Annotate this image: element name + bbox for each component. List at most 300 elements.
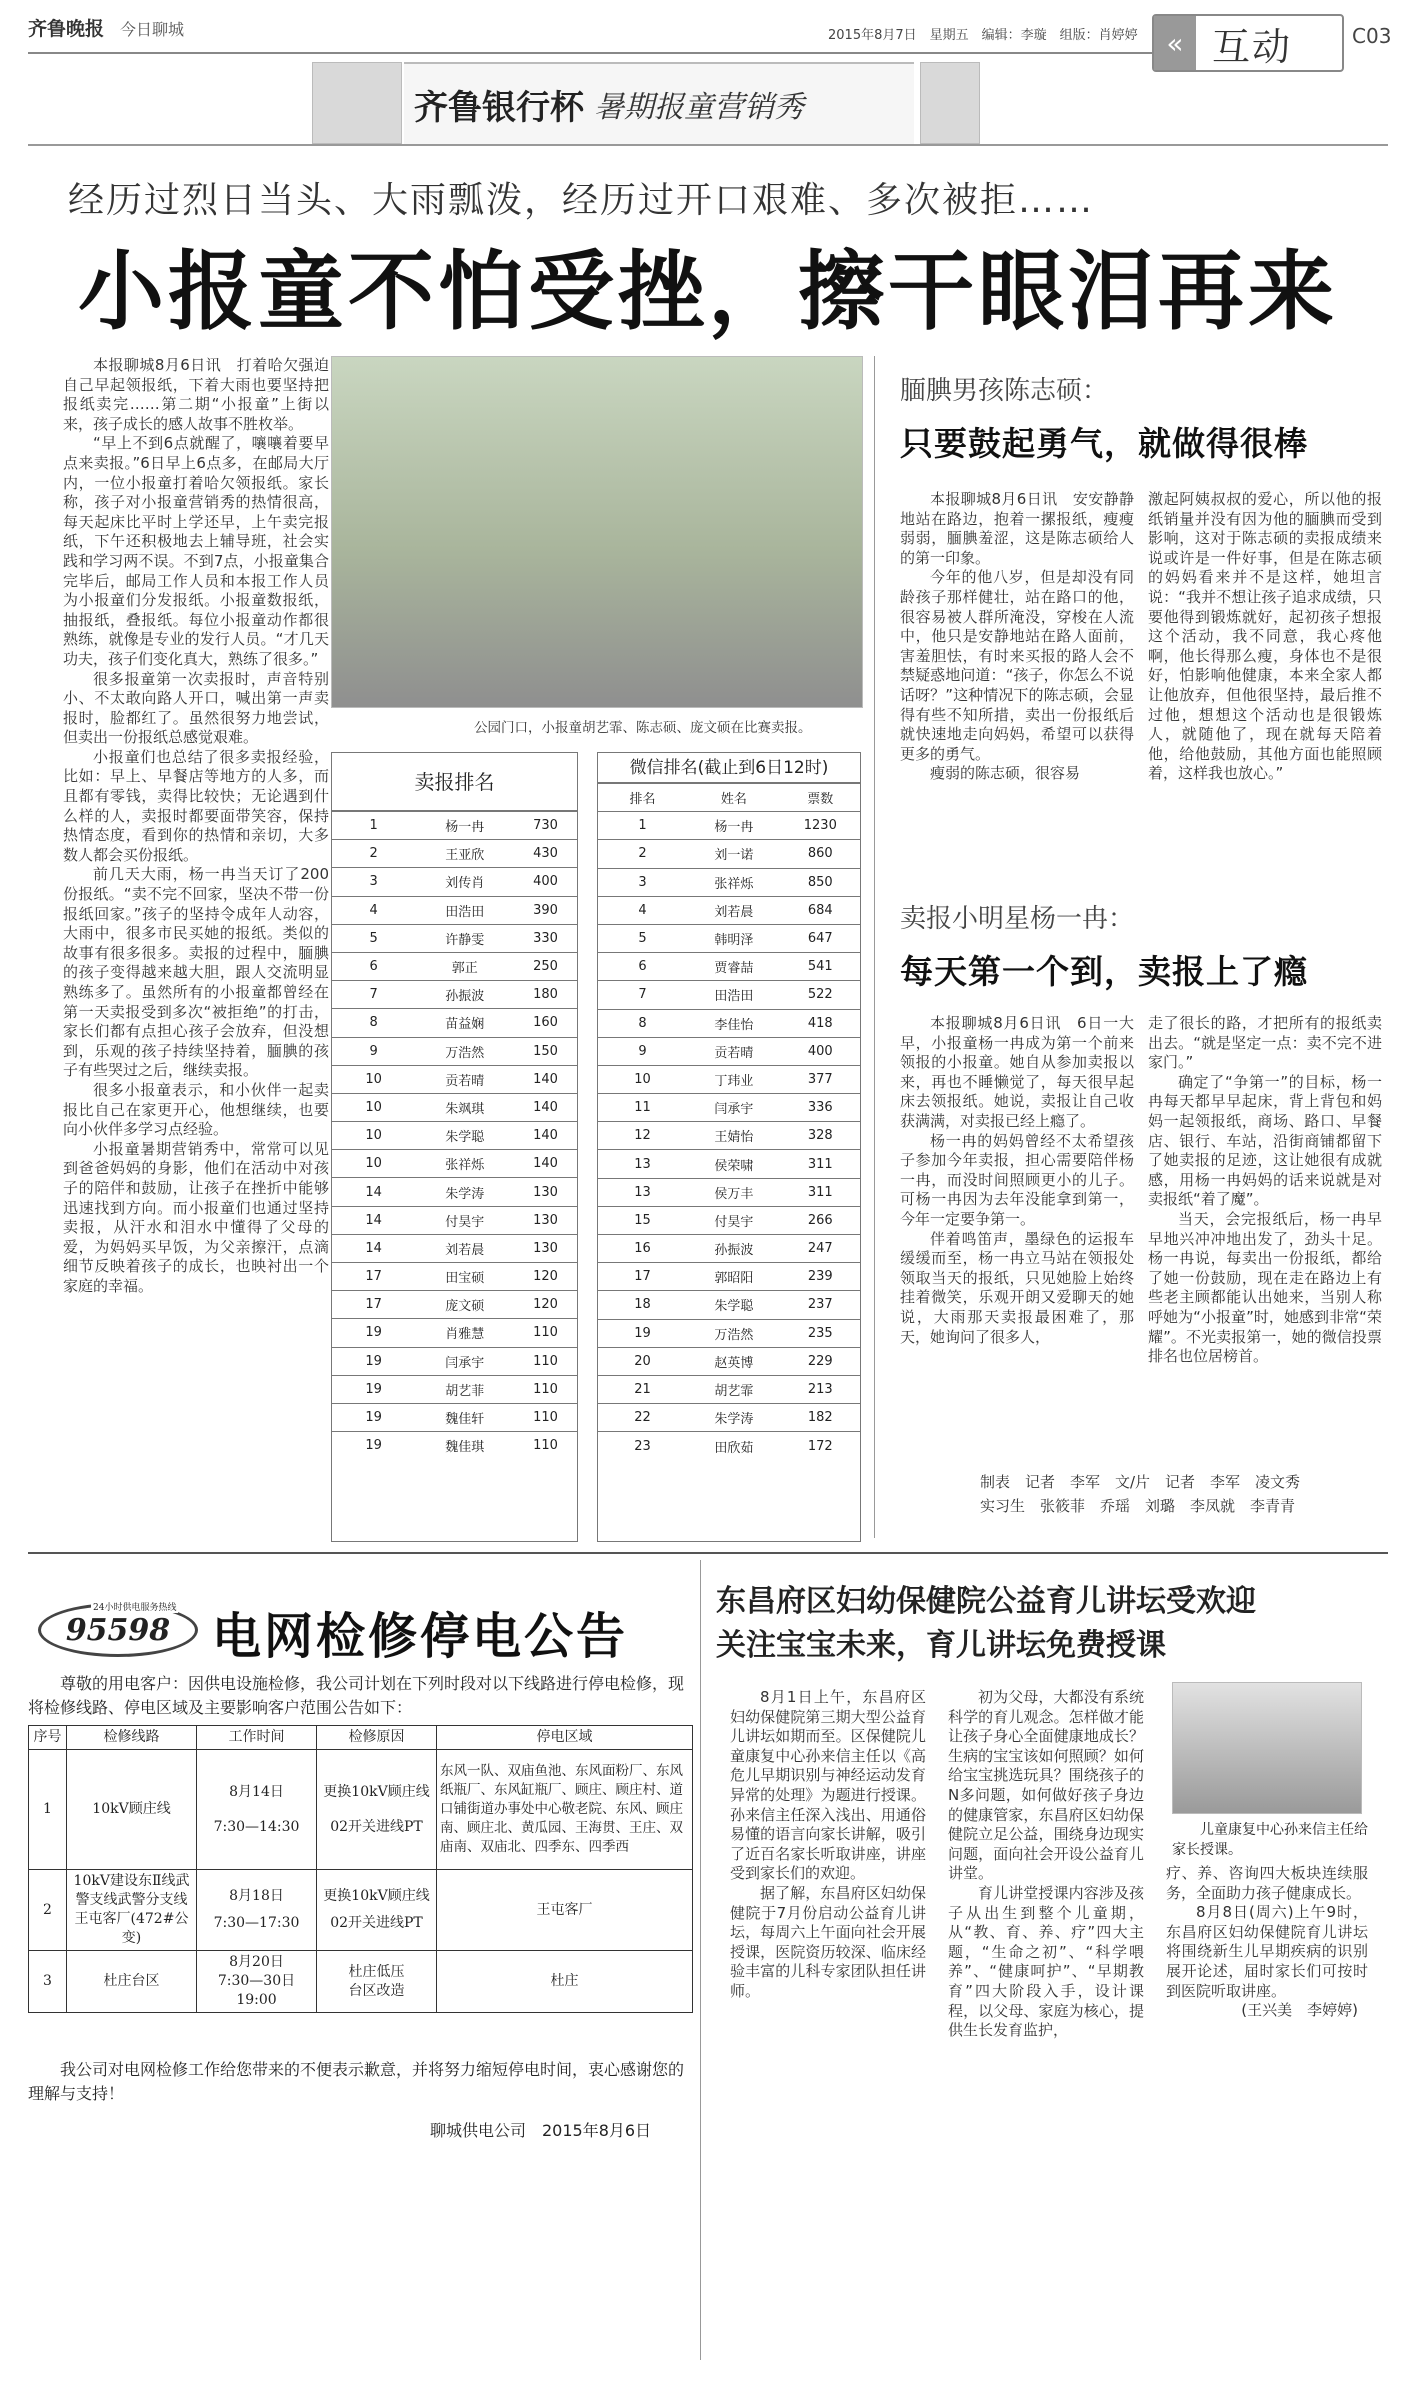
masthead-left xyxy=(28,14,184,41)
lead-paragraph: 小报童暑期营销秀中，常常可以见到爸爸妈妈的身影，他们在活动中对孩子的陪伴和鼓励，让孩子在挫折中能够迅速找到方向。而小报童们也通过坚持卖报，从汗水和泪水中懂得了父母的爱，为妈妈买早饭，为父亲擦汗，点滴细节反映着孩子的成长，也映衬出一个家庭的幸福。 xyxy=(63,1139,329,1295)
sales-rank: 5 xyxy=(332,924,415,952)
lead-paragraph: 前几天大雨，杨一冉当天订了200份报纸。“卖不完不回家，坚决不带一份报纸回家。”孩子的坚持令成年人动容，大雨中，很多市民买她的报纸。类似的故事有很多很多。卖报的过程中，腼腆的孩子变得越来越大胆，跟人交流明显熟练多了。虽然所有的小报童都曾经在第一天卖报受到多次“被拒绝”的打击，家长们都有点担心孩子会放弃，但没想到，乐观的孩子持续坚持着，腼腆的孩子有些哭过之后，继续卖报。 xyxy=(63,865,329,1080)
sales-name: 万浩然 xyxy=(415,1037,514,1065)
section-name: 互动 xyxy=(1212,24,1293,69)
wechat-value: 239 xyxy=(781,1263,860,1291)
outage-time xyxy=(197,1870,317,1951)
chen-headline: 只要鼓起勇气，就做得很棒 xyxy=(900,424,1308,463)
wechat-value: 229 xyxy=(781,1347,860,1375)
sales-value: 400 xyxy=(514,868,577,896)
yang-subhead: 卖报小明星杨一冉： xyxy=(900,904,1135,934)
wechat-value: 541 xyxy=(781,953,860,981)
wechat-rank: 2 xyxy=(598,840,687,868)
hospital-body-col3 xyxy=(1166,1864,1368,2021)
wechat-value: 311 xyxy=(781,1150,860,1178)
lead-kicker: 经历过烈日当头、大雨瓢泼，经历过开口艰难、多次被拒…… xyxy=(68,180,1095,221)
chen-subhead: 腼腆男孩陈志硕： xyxy=(900,376,1109,406)
sales-rank: 19 xyxy=(332,1319,415,1347)
outage-line: 10kV顾庄线 xyxy=(67,1750,197,1870)
hospital-body-col1 xyxy=(730,1688,926,2108)
sales-name: 田浩田 xyxy=(415,896,514,924)
sales-rank: 2 xyxy=(332,840,415,868)
wechat-name: 韩明泽 xyxy=(687,924,781,952)
hospital-byline: (王兴美 李婷婷) xyxy=(1241,2001,1358,2020)
outage-col-time: 工作时间 xyxy=(197,1726,317,1750)
sales-row xyxy=(332,1093,577,1121)
sales-row xyxy=(332,924,577,952)
sales-name: 朱学聪 xyxy=(415,1122,514,1150)
wechat-value: 237 xyxy=(781,1291,860,1319)
wechat-value: 247 xyxy=(781,1235,860,1263)
chen-paragraph: 瘦弱的陈志硕，很容易 xyxy=(930,764,1081,783)
sales-rank: 14 xyxy=(332,1234,415,1262)
wechat-rank: 5 xyxy=(598,924,687,952)
sales-value: 130 xyxy=(514,1206,577,1234)
sales-value: 110 xyxy=(514,1347,577,1375)
sales-value: 330 xyxy=(514,924,577,952)
wechat-rank: 15 xyxy=(598,1206,687,1234)
sales-name: 苗益娴 xyxy=(415,1009,514,1037)
sales-value: 160 xyxy=(514,1009,577,1037)
wechat-col-rank: 排名 xyxy=(598,784,687,812)
outage-line: 杜庄台区 xyxy=(67,1951,197,2013)
wechat-rank: 19 xyxy=(598,1319,687,1347)
sales-name: 田宝硕 xyxy=(415,1263,514,1291)
wechat-value: 213 xyxy=(781,1375,860,1403)
wechat-value: 418 xyxy=(781,1009,860,1037)
lower-section-rule xyxy=(28,1552,1388,1554)
outage-reason-2: 02开关进线PT xyxy=(330,1915,423,1931)
outage-row xyxy=(29,1750,693,1870)
outage-signature: 聊城供电公司 2015年8月6日 xyxy=(430,2121,652,2140)
chen-paragraph: 本报聊城8月6日讯 安安静静地站在路边，抱着一摞报纸，瘦瘦弱弱，腼腆羞涩，这是陈志硕给人的第一印象。 xyxy=(900,490,1134,567)
sales-row xyxy=(332,1347,577,1375)
wechat-rank: 4 xyxy=(598,896,687,924)
banner-rule xyxy=(28,144,1388,146)
sales-row xyxy=(332,840,577,868)
lead-paragraph: “早上不到6点就醒了，嚷嚷着要早点来卖报。”6日早上6点多，在邮局大厅内，一位小报童打着哈欠领报纸。家长称，孩子对小报童营销秀的热情很高，每天起床比平时上学还早，上午卖完报纸，下午还积极地去上辅导班，社会实践和学习两不误。不到7点，小报童集合完毕后，邮局工作人员和本报工作人员为小报童们分发报纸。小报童数报纸，抽报纸，叠报纸。每位小报童动作都很熟练，就像是专业的发行人员。“才几天功夫，孩子们变化真大，熟练了很多。” xyxy=(63,434,329,668)
sales-rank: 17 xyxy=(332,1291,415,1319)
sales-row xyxy=(332,952,577,980)
banner-title: 齐鲁银行杯 xyxy=(414,87,584,128)
sales-value: 430 xyxy=(514,840,577,868)
hotline-number: 95598 xyxy=(65,1612,171,1648)
sales-name: 许静雯 xyxy=(415,924,514,952)
sales-rank: 9 xyxy=(332,1037,415,1065)
outage-reason-1: 更换10kV顾庄线 xyxy=(323,1888,430,1904)
yang-paragraph: 当天，会完报纸后，杨一冉早早地兴冲冲地出发了，劲头十足。杨一冉说，每卖出一份报纸，都给了她一份鼓励，现在走在路边上有些老主顾都能认出她来，当别人称呼她为“小报童”时，她感到非常“荣耀”。不光卖报第一，她的微信投票排名也位居榜首。 xyxy=(1148,1209,1382,1366)
sales-name: 肖雅慧 xyxy=(415,1319,514,1347)
chen-body-col2 xyxy=(1148,490,1382,910)
lead-paragraph: 小报童们也总结了很多卖报经验，比如：早上、早餐店等地方的人多，而且都有零钱，卖得比较快；无论遇到什么样的人，卖报时都要面带笑容，保持热情态度，看到你的热情和亲切，大多数人都会买份报纸。 xyxy=(63,747,329,864)
sales-name: 郭正 xyxy=(415,952,514,980)
outage-time xyxy=(197,1951,317,2013)
hotline-note: 24小时供电服务热线 xyxy=(91,1600,178,1613)
wechat-row xyxy=(598,953,860,981)
wechat-rank: 6 xyxy=(598,953,687,981)
wechat-rank-grid xyxy=(598,783,860,1460)
wechat-rank-title: 微信排名(截止到6日12时) xyxy=(598,753,860,783)
sales-name: 闫承宇 xyxy=(415,1347,514,1375)
hotline-logo xyxy=(38,1603,198,1657)
wechat-name: 刘一诺 xyxy=(687,840,781,868)
sales-row xyxy=(332,868,577,896)
sales-name: 庞文硕 xyxy=(415,1291,514,1319)
wechat-rank: 9 xyxy=(598,1037,687,1065)
sales-rank: 3 xyxy=(332,868,415,896)
wechat-value: 377 xyxy=(781,1065,860,1093)
sales-row xyxy=(332,1178,577,1206)
wechat-row xyxy=(598,812,860,840)
wechat-value: 684 xyxy=(781,896,860,924)
sales-row xyxy=(332,1206,577,1234)
hospital-body-col2 xyxy=(948,1688,1144,2108)
outage-row xyxy=(29,1951,693,2013)
sales-value: 140 xyxy=(514,1150,577,1178)
wechat-row xyxy=(598,868,860,896)
wechat-name: 付昊宇 xyxy=(687,1206,781,1234)
wechat-name: 朱学聪 xyxy=(687,1291,781,1319)
outage-time xyxy=(197,1750,317,1870)
yang-paragraph: 确定了“争第一”的目标，杨一冉每天都早早起床，背上背包和妈妈一起领报纸，商场、路口、早餐店、银行、车站，沿街商铺都留下了她卖报的足迹，这让她很有成就感，用杨一冉妈妈的话来说就是对卖报纸“着了魔”。 xyxy=(1148,1072,1382,1209)
wechat-rank: 1 xyxy=(598,812,687,840)
wechat-row xyxy=(598,1263,860,1291)
outage-reason-1: 更换10kV顾庄线 xyxy=(323,1783,430,1800)
sales-row xyxy=(332,1291,577,1319)
wechat-name: 孙振波 xyxy=(687,1235,781,1263)
outage-reason-1: 杜庄低压 xyxy=(348,1963,405,1980)
sales-rank: 1 xyxy=(332,812,415,840)
outage-reason xyxy=(317,1750,437,1870)
sales-row xyxy=(332,896,577,924)
sales-rank: 19 xyxy=(332,1347,415,1375)
sales-value: 120 xyxy=(514,1291,577,1319)
wechat-value: 647 xyxy=(781,924,860,952)
wechat-value: 266 xyxy=(781,1206,860,1234)
wechat-rank: 13 xyxy=(598,1178,687,1206)
outage-hours: 7:30—30日19:00 xyxy=(217,1973,296,2008)
wechat-value: 850 xyxy=(781,868,860,896)
wechat-value: 860 xyxy=(781,840,860,868)
wechat-row xyxy=(598,1347,860,1375)
wechat-name: 侯万丰 xyxy=(687,1178,781,1206)
lower-column-separator xyxy=(700,1560,701,2360)
sales-rank: 10 xyxy=(332,1093,415,1121)
wechat-name: 刘若晨 xyxy=(687,896,781,924)
paper-name: 齐鲁晚报 xyxy=(28,18,105,40)
wechat-name: 田浩田 xyxy=(687,981,781,1009)
sales-rank: 14 xyxy=(332,1206,415,1234)
wechat-rank: 10 xyxy=(598,1065,687,1093)
sales-value: 110 xyxy=(514,1375,577,1403)
wechat-value: 1230 xyxy=(781,812,860,840)
wechat-row xyxy=(598,1375,860,1403)
wechat-name: 贾睿喆 xyxy=(687,953,781,981)
wechat-rank: 7 xyxy=(598,981,687,1009)
wechat-row xyxy=(598,1235,860,1263)
sales-rank-grid xyxy=(332,811,577,1460)
outage-reason xyxy=(317,1951,437,2013)
wechat-row xyxy=(598,1037,860,1065)
outage-area: 杜庄 xyxy=(437,1951,693,2013)
wechat-value: 182 xyxy=(781,1404,860,1432)
wechat-name: 胡艺霏 xyxy=(687,1375,781,1403)
sales-name: 孙振波 xyxy=(415,981,514,1009)
chevron-left-icon: « xyxy=(1154,16,1196,70)
sales-row xyxy=(332,1234,577,1262)
wechat-row xyxy=(598,1432,860,1460)
sales-value: 110 xyxy=(514,1432,577,1460)
wechat-name: 侯荣啸 xyxy=(687,1150,781,1178)
sales-name: 杨一冉 xyxy=(415,812,514,840)
wechat-row xyxy=(598,840,860,868)
wechat-value: 235 xyxy=(781,1319,860,1347)
outage-title: 电网检修停电公告 xyxy=(212,1608,629,1665)
outage-hours: 7:30—14:30 xyxy=(213,1818,300,1835)
yang-headline: 每天第一个到，卖报上了瘾 xyxy=(900,952,1308,991)
sales-name: 王亚欣 xyxy=(415,840,514,868)
outage-no: 2 xyxy=(29,1870,67,1951)
hospital-subtitle: 关注宝宝未来，育儿讲坛免费授课 xyxy=(716,1628,1166,1663)
wechat-value: 400 xyxy=(781,1037,860,1065)
hospital-paragraph: 育儿讲堂授课内容涉及孩子从出生到整个儿童期，从“教、育、养、疗”四大主题，“生命之初”、“科学喂养”、“健康呵护”、“早期教育”四大阶段入手，设计课程，以父母、家庭为核心，提供生长发育监护， xyxy=(948,1883,1144,2040)
outage-hours: 7:30—17:30 xyxy=(213,1915,300,1931)
sales-name: 刘传肖 xyxy=(415,868,514,896)
wechat-name: 闫承宇 xyxy=(687,1094,781,1122)
chen-body-col1 xyxy=(900,490,1134,910)
wechat-value: 328 xyxy=(781,1122,860,1150)
wechat-name: 赵英博 xyxy=(687,1347,781,1375)
outage-no: 3 xyxy=(29,1951,67,2013)
sales-row xyxy=(332,1375,577,1403)
outage-area: 东风一队、双庙鱼池、东风面粉厂、东风纸瓶厂、东风缸瓶厂、顾庄、顾庄村、道口铺街道办事处中心敬老院、东风、顾庄南、顾庄北、黄瓜园、王海贯、王庄、双庙南、双庙北、四季东、四季西 xyxy=(437,1750,693,1870)
sales-rank: 10 xyxy=(332,1150,415,1178)
wechat-name: 张祥烁 xyxy=(687,868,781,896)
sales-row xyxy=(332,981,577,1009)
outage-reason-2: 02开关进线PT xyxy=(330,1818,423,1835)
wechat-row xyxy=(598,1291,860,1319)
wechat-name: 朱学涛 xyxy=(687,1404,781,1432)
sales-row xyxy=(332,1263,577,1291)
lead-paragraph: 很多小报童表示，和小伙伴一起卖报比自己在家更开心，他想继续，也要向小伙伴多学习点经验。 xyxy=(63,1080,329,1139)
wechat-row xyxy=(598,1206,860,1234)
wechat-rank: 12 xyxy=(598,1122,687,1150)
sales-name: 魏佳轩 xyxy=(415,1403,514,1431)
wechat-row xyxy=(598,1178,860,1206)
sales-value: 130 xyxy=(514,1178,577,1206)
sales-name: 胡艺菲 xyxy=(415,1375,514,1403)
sales-rank: 17 xyxy=(332,1263,415,1291)
outage-line: 10kV建设东Ⅱ线武警支线武警分支线王屯客厂(472#公变) xyxy=(67,1870,197,1951)
outage-intro: 尊敬的用电客户：因供电设施检修，我公司计划在下列时段对以下线路进行停电检修，现将检修线路、停电区域及主要影响客户范围公告如下： xyxy=(28,1674,685,1717)
chen-paragraph: 今年的他八岁，但是却没有同龄孩子那样健壮，站在路口的他，很容易被人群所淹没，穿梭在人流中，他只是安静地站在路人面前，害羞胆怯，有时来买报的路人会不禁疑惑地问道：“孩子，你怎么不说话呀？”这种情况下的陈志硕，会显得有些不知所措，卖出一份报纸后就快速地走向妈妈，希望可以获得更多的勇气。 xyxy=(900,568,1134,763)
sales-row xyxy=(332,1009,577,1037)
wechat-rank: 16 xyxy=(598,1235,687,1263)
wechat-row xyxy=(598,1009,860,1037)
sales-rank-title: 卖报排名 xyxy=(332,753,577,811)
hospital-paragraph: 初为父母，大都没有系统科学的育儿观念。怎样做才能让孩子身心全面健康地成长？生病的宝宝该如何照顾？如何给宝宝挑选玩具？围绕孩子的N多问题，如何做好孩子身边的健康管家，东昌府区妇幼保健院立足公益，围绕身边现实问题，面向社会开设公益育儿讲堂。 xyxy=(948,1688,1144,1883)
sales-value: 150 xyxy=(514,1037,577,1065)
yang-credits-2: 实习生 张筱菲 乔瑶 刘璐 李凤就 李青青 xyxy=(980,1497,1296,1515)
wechat-rank: 18 xyxy=(598,1291,687,1319)
wechat-rank: 22 xyxy=(598,1404,687,1432)
wechat-row xyxy=(598,896,860,924)
outage-date: 8月14日 xyxy=(229,1783,284,1800)
sales-rank: 14 xyxy=(332,1178,415,1206)
wechat-row xyxy=(598,981,860,1009)
page-number: C03 xyxy=(1352,24,1392,48)
wechat-rank: 21 xyxy=(598,1375,687,1403)
lead-paragraph: 很多报童第一次卖报时，声音特别小、不太敢向路人开口，喊出第一声卖报时，脸都红了。虽然很努力地尝试，但卖出一份报纸总感觉艰难。 xyxy=(63,669,329,747)
outage-col-no: 序号 xyxy=(29,1726,67,1750)
sales-rank: 7 xyxy=(332,981,415,1009)
wechat-value: 172 xyxy=(781,1432,860,1460)
sales-row xyxy=(332,1065,577,1093)
sales-value: 140 xyxy=(514,1065,577,1093)
sales-name: 贡若晴 xyxy=(415,1065,514,1093)
sales-rank: 10 xyxy=(332,1122,415,1150)
section-tab xyxy=(1152,14,1344,72)
sales-rank: 10 xyxy=(332,1065,415,1093)
edition-name: 今日聊城 xyxy=(120,20,185,39)
wechat-rank: 11 xyxy=(598,1094,687,1122)
outage-col-line: 检修线路 xyxy=(67,1726,197,1750)
wechat-row xyxy=(598,1150,860,1178)
wechat-value: 336 xyxy=(781,1094,860,1122)
wechat-row xyxy=(598,1094,860,1122)
wechat-row xyxy=(598,1319,860,1347)
sales-value: 110 xyxy=(514,1403,577,1431)
wechat-name: 郭昭阳 xyxy=(687,1263,781,1291)
sales-name: 张祥烁 xyxy=(415,1150,514,1178)
wechat-rank: 17 xyxy=(598,1263,687,1291)
chen-paragraph: 激起阿姨叔叔的爱心，所以他的报纸销量并没有因为他的腼腆而受到影响，这对于陈志硕的卖报成绩来说或许是一件好事，但是在陈志硕的妈妈看来并不是这样，她坦言说：“我并不想让孩子追求成绩，只要他得到锻炼就好，起初孩子想报这个活动，我不同意，我心疼他啊，他长得那么瘦，身体也不是很好，怕影响他健康，本来全家人都让他放弃，但他很坚持，最后推不过他，想想这个活动也是很锻炼人，就随他了，现在就每天陪着他，给他鼓励，其他方面也能照顾着，这样我也放心。” xyxy=(1148,490,1382,783)
wechat-value: 311 xyxy=(781,1178,860,1206)
wechat-name: 贡若晴 xyxy=(687,1037,781,1065)
wechat-rank-table xyxy=(597,752,861,1542)
outage-row xyxy=(29,1870,693,1951)
outage-date: 8月18日 xyxy=(229,1888,284,1904)
wechat-col-votes: 票数 xyxy=(781,784,860,812)
sales-name: 刘若晨 xyxy=(415,1234,514,1262)
outage-date: 8月20日 xyxy=(229,1954,284,1970)
lead-paragraph: 本报聊城8月6日讯 打着哈欠强迫自己早起领报纸，下着大雨也要坚持把报纸卖完……第二期“小报童”上街以来，孩子成长的感人故事不胜枚举。 xyxy=(63,356,329,433)
sales-value: 390 xyxy=(514,896,577,924)
newsboys-photo-caption: 公园门口，小报童胡艺霏、陈志硕、庞文硕在比赛卖报。 xyxy=(474,720,812,736)
wechat-rank: 23 xyxy=(598,1432,687,1460)
sales-value: 140 xyxy=(514,1093,577,1121)
hospital-title: 东昌府区妇幼保健院公益育儿讲坛受欢迎 xyxy=(716,1584,1256,1619)
sales-row xyxy=(332,1037,577,1065)
hospital-paragraph: 疗、养、咨询四大板块连续服务，全面助力孩子健康成长。 xyxy=(1166,1864,1368,1902)
top-rule xyxy=(28,52,1153,54)
wechat-value: 522 xyxy=(781,981,860,1009)
lecture-photo-caption: 儿童康复中心孙来信主任给家长授课。 xyxy=(1172,1822,1368,1858)
column-separator xyxy=(874,356,875,1538)
wechat-name: 李佳怡 xyxy=(687,1009,781,1037)
lead-article-body xyxy=(63,356,329,1536)
outage-col-reason: 检修原因 xyxy=(317,1726,437,1750)
yang-body-col2 xyxy=(1148,1014,1382,1430)
wechat-rank: 13 xyxy=(598,1150,687,1178)
banner-photo-left xyxy=(312,62,402,144)
sales-name: 朱飒琪 xyxy=(415,1093,514,1121)
outage-reason-2: 台区改造 xyxy=(348,1982,405,1999)
sales-row xyxy=(332,1319,577,1347)
sales-rank-table xyxy=(331,752,578,1542)
wechat-name: 万浩然 xyxy=(687,1319,781,1347)
sales-row xyxy=(332,1432,577,1460)
sales-value: 730 xyxy=(514,812,577,840)
yang-paragraph: 杨一冉的妈妈曾经不太希望孩子参加今年卖报，担心需要陪伴杨一冉，而没时间照顾更小的儿子。可杨一冉因为去年没能拿到第一，今年一定要争第一。 xyxy=(900,1131,1134,1228)
wechat-row xyxy=(598,924,860,952)
hospital-paragraph: 据了解，东昌府区妇幼保健院于7月份启动公益育儿讲坛，每周六上午面向社会开展授课，医院资历较深、临床经验丰富的儿科专家团队担任讲师。 xyxy=(730,1883,926,2000)
wechat-col-name: 姓名 xyxy=(687,784,781,812)
hospital-paragraph: 8月1日上午，东昌府区妇幼保健院第三期大型公益育儿讲坛如期而至。区保健院儿童康复中心孙来信主任以《高危儿早期识别与神经运动发育异常的处理》为题进行授课。孙来信主任深入浅出、用通俗易懂的语言向家长讲解，吸引了近百名家长听取讲座，讲座受到家长们的欢迎。 xyxy=(730,1688,926,1883)
sales-value: 180 xyxy=(514,981,577,1009)
outage-no: 1 xyxy=(29,1750,67,1870)
sales-name: 付昊宇 xyxy=(415,1206,514,1234)
newsboys-photo xyxy=(331,356,863,708)
lecture-photo xyxy=(1172,1682,1362,1814)
sales-name: 朱学涛 xyxy=(415,1178,514,1206)
sales-value: 110 xyxy=(514,1319,577,1347)
outage-reason xyxy=(317,1870,437,1951)
event-banner xyxy=(404,62,914,144)
sales-row xyxy=(332,1403,577,1431)
yang-paragraph: 本报聊城8月6日讯 6日一大早，小报童杨一冉成为第一个前来领报的小报童。她自从参加卖报以来，再也不睡懒觉了，每天很早起床去领报纸。她说，卖报让自己收获满满，对卖报已经上瘾了。 xyxy=(900,1014,1134,1130)
sales-row xyxy=(332,1150,577,1178)
sales-rank: 19 xyxy=(332,1403,415,1431)
wechat-rank: 20 xyxy=(598,1347,687,1375)
lead-headline: 小报童不怕受挫，擦干眼泪再来 xyxy=(78,242,1338,342)
sales-rank: 8 xyxy=(332,1009,415,1037)
yang-body-col1 xyxy=(900,1014,1134,1430)
wechat-name: 杨一冉 xyxy=(687,812,781,840)
date-line: 2015年8月7日 星期五 编辑：李璇 组版：肖婷婷 xyxy=(828,28,1138,43)
sales-rank: 6 xyxy=(332,952,415,980)
sales-value: 120 xyxy=(514,1263,577,1291)
yang-paragraph: 走了很长的路，才把所有的报纸卖出去。“就是坚定一点：卖不完不进家门。” xyxy=(1148,1014,1382,1072)
wechat-row xyxy=(598,1065,860,1093)
sales-row xyxy=(332,1122,577,1150)
sales-value: 140 xyxy=(514,1122,577,1150)
sales-value: 130 xyxy=(514,1234,577,1262)
outage-area: 王屯客厂 xyxy=(437,1870,693,1951)
outage-table xyxy=(28,1725,693,2013)
wechat-row xyxy=(598,1122,860,1150)
banner-subtitle: 暑期报童营销秀 xyxy=(594,90,804,125)
sales-rank: 4 xyxy=(332,896,415,924)
sales-value: 250 xyxy=(514,952,577,980)
sales-name: 魏佳琪 xyxy=(415,1432,514,1460)
wechat-rank: 3 xyxy=(598,868,687,896)
yang-credits-1: 制表 记者 李军 文/片 记者 李军 凌文秀 xyxy=(980,1473,1301,1491)
wechat-name: 田欣茹 xyxy=(687,1432,781,1460)
sales-rank: 19 xyxy=(332,1375,415,1403)
banner-photo-right xyxy=(920,62,980,144)
outage-closing: 我公司对电网检修工作给您带来的不便表示歉意，并将努力缩短停电时间，衷心感谢您的理解与支持！ xyxy=(28,2060,685,2103)
sales-rank: 19 xyxy=(332,1432,415,1460)
wechat-row xyxy=(598,1404,860,1432)
wechat-name: 丁玮业 xyxy=(687,1065,781,1093)
sales-row xyxy=(332,812,577,840)
wechat-rank: 8 xyxy=(598,1009,687,1037)
outage-col-area: 停电区域 xyxy=(437,1726,693,1750)
hospital-paragraph: 8月8日(周六)上午9时，东昌府区妇幼保健院育儿讲坛将围绕新生儿早期疾病的识别展开论述，届时家长们可按时到医院听取讲座。 xyxy=(1166,1903,1368,2000)
wechat-name: 王婧怡 xyxy=(687,1122,781,1150)
yang-paragraph: 伴着鸣笛声，墨绿色的运报车缓缓而至，杨一冉立马站在领报处领取当天的报纸，只见她脸上始终挂着微笑，乐观开朗又爱聊天的她说，大雨那天卖报最困难了，那天，她询问了很多人， xyxy=(900,1229,1134,1346)
